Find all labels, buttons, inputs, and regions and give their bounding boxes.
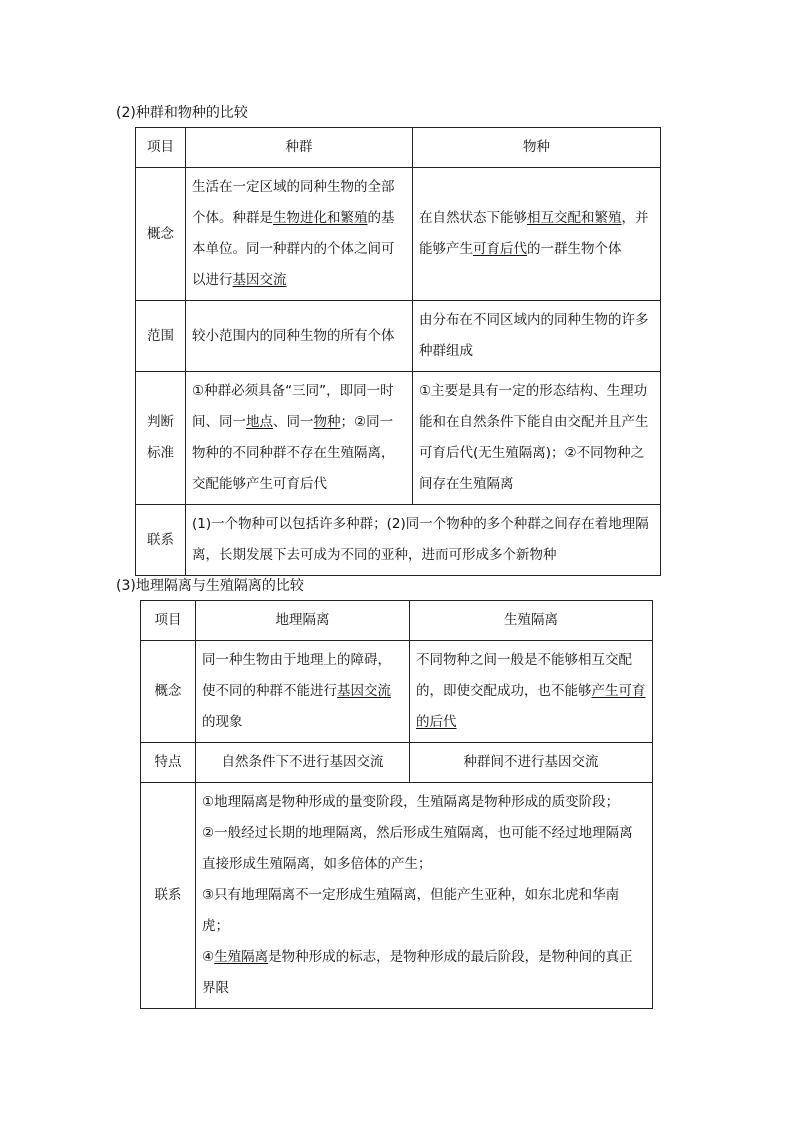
section-2-title: (2)种群和物种的比较 (116, 105, 248, 121)
table-row (136, 301, 661, 372)
table-row (136, 505, 661, 576)
header-reproductive: 生殖隔离 (410, 601, 653, 641)
species-criteria: ①主要是具有一定的形态结构、生理功能和在自然条件下能自由交配并且产生可育后代(无生殖隔离)；②不同物种之间存在生殖隔离 (413, 372, 661, 505)
text-segment: ①种群必须具备“三同”，即同一时间、同一 (192, 383, 394, 430)
population-criteria (186, 372, 413, 505)
table-header-row (141, 601, 653, 641)
isolation-table (140, 600, 653, 1009)
header-species: 物种 (413, 128, 661, 168)
row-label-criteria-line2: 标准 (147, 445, 174, 461)
header-geographic: 地理隔离 (196, 601, 410, 641)
row-label-concept: 概念 (141, 641, 196, 743)
text-segment: 、同一 (273, 414, 314, 430)
header-population: 种群 (186, 128, 413, 168)
row-label-concept: 概念 (136, 168, 186, 301)
table-row (136, 372, 661, 505)
reproductive-concept (410, 641, 653, 743)
section-3-title: (3)地理隔离与生殖隔离的比较 (116, 578, 304, 594)
underlined-term: 生物进化和繁殖 (273, 210, 368, 226)
table-row (136, 168, 661, 301)
row-label-relation: 联系 (136, 505, 186, 576)
underlined-term: 基因交流 (337, 683, 391, 699)
text-segment: 的一群生物个体 (527, 241, 622, 257)
table-row (141, 743, 653, 783)
population-range: 较小范围内的同种生物的所有个体 (186, 301, 413, 372)
relation-line-1: ①地理隔离是物种形成的量变阶段，生殖隔离是物种形成的质变阶段； (202, 794, 620, 810)
text-segment: 生活在一定区域的同种生物的全部个体。种群是 (192, 179, 395, 226)
row-label-criteria-line1: 判断 (147, 414, 174, 430)
row-label-criteria (136, 372, 186, 505)
text-segment: 的基本单位。同一种群内的个体之间可以进行 (192, 210, 395, 288)
species-range: 由分布在不同区域内的同种生物的许多种群组成 (413, 301, 661, 372)
row-label-range: 范围 (136, 301, 186, 372)
header-item: 项目 (136, 128, 186, 168)
text-segment: 同一种生物由于地理上的障碍，使不同的种群不能进行 (202, 652, 391, 699)
underlined-term: 生殖隔离 (214, 949, 269, 965)
row-label-feature: 特点 (141, 743, 196, 783)
relation-text: (1)一个物种可以包括许多种群；(2)同一个物种的多个种群之间存在着地理隔离，长期发展下去可成为不同的亚种，进而可形成多个新物种 (186, 505, 661, 576)
underlined-term: 产生可育的后代 (416, 683, 646, 730)
text-segment: 的现象 (202, 714, 243, 730)
text-segment: ，并能够产生 (419, 210, 649, 257)
geographic-concept (196, 641, 410, 743)
geographic-feature: 自然条件下不进行基因交流 (196, 743, 410, 783)
relation-line-3: ③只有地理隔离不一定形成生殖隔离，但能产生亚种，如东北虎和华南虎； (202, 887, 620, 934)
text-segment: 在自然状态下能够 (419, 210, 527, 226)
relation-line-4 (202, 942, 646, 1004)
reproductive-feature: 种群间不进行基因交流 (410, 743, 653, 783)
text-segment: ④ (202, 949, 215, 965)
species-population-table (135, 127, 661, 576)
text-segment: 是物种形成的标志，是物种形成的最后阶段，是物种间的真正界限 (202, 949, 633, 996)
row-label-relation: 联系 (141, 783, 196, 1009)
population-concept (186, 168, 413, 301)
table-header-row (136, 128, 661, 168)
text-segment: 不同物种之间一般是不能够相互交配的，即使交配成功，也不能够 (416, 652, 632, 699)
underlined-term: 可育后代 (473, 241, 527, 257)
table-row (141, 783, 653, 1009)
text-segment: ；②同一物种的不同种群不存在生殖隔离，交配能够产生可育后代 (192, 414, 395, 492)
relation-cell (196, 783, 653, 1009)
underlined-term: 物种 (313, 414, 341, 430)
header-item: 项目 (141, 601, 196, 641)
underlined-term: 基因交流 (232, 272, 287, 288)
relation-line-2: ②一般经过长期的地理隔离，然后形成生殖隔离，也可能不经过地理隔离直接形成生殖隔离，如多倍体的产生； (202, 825, 633, 872)
species-concept (413, 168, 661, 301)
underlined-term: 相互交配和繁殖 (527, 210, 622, 226)
table-row (141, 641, 653, 743)
underlined-term: 地点 (246, 414, 273, 430)
